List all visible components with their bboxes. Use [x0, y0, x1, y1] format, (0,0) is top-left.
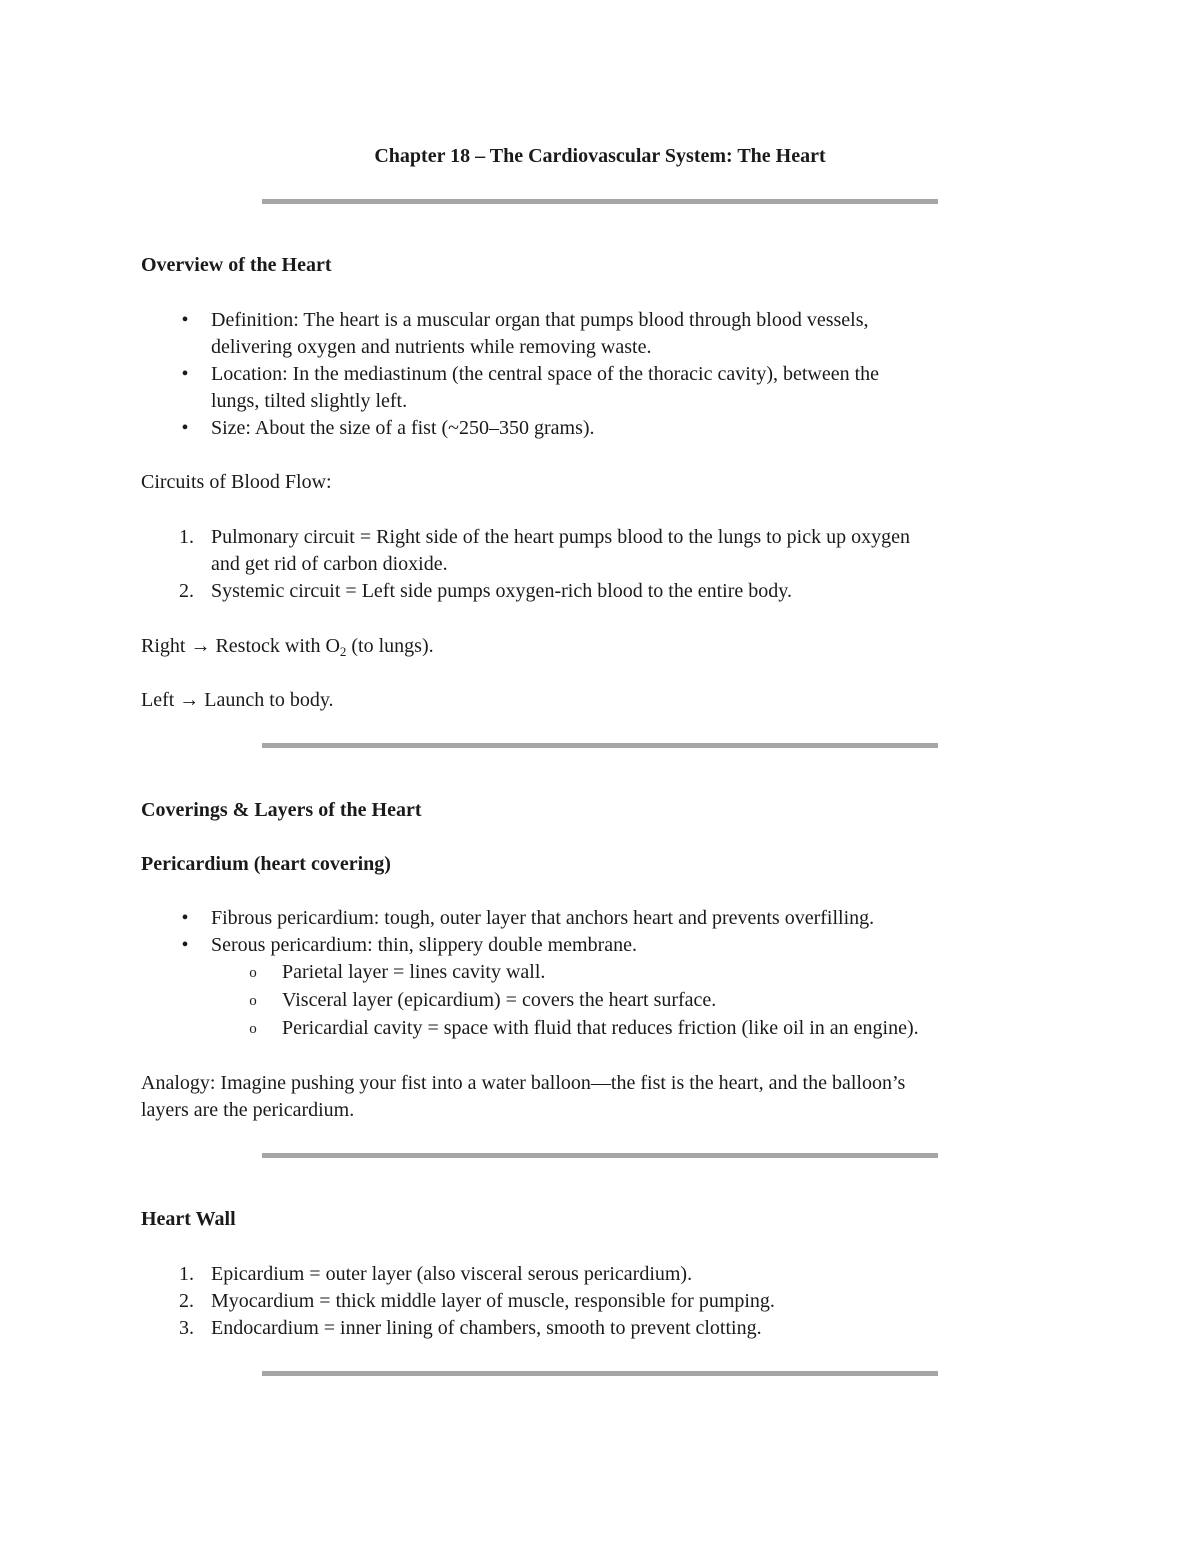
- overview-bullet-definition-line1: Definition: The heart is a muscular organ that pumps blood through blood vessels,: [211, 309, 869, 331]
- heart-wall-myocardium: Myocardium = thick middle layer of muscle, responsible for pumping.: [211, 1290, 775, 1312]
- circuit-systemic: Systemic circuit = Left side pumps oxygen-rich blood to the entire body.: [211, 580, 792, 602]
- list-number: 1.: [179, 1263, 194, 1285]
- bullet-fibrous-pericardium: Fibrous pericardium: tough, outer layer that anchors heart and prevents overfilling.: [211, 907, 875, 929]
- bullet-icon: •: [181, 934, 189, 956]
- section-heading-coverings: Coverings & Layers of the Heart: [141, 799, 422, 821]
- list-number: 1.: [179, 526, 194, 548]
- sub-bullet-icon: o: [249, 1021, 257, 1037]
- right-mnemonic: [141, 633, 434, 660]
- sub-bullet-icon: o: [249, 993, 257, 1009]
- page-title: Chapter 18 – The Cardiovascular System: The Heart: [374, 145, 826, 167]
- section-heading-heart-wall: Heart Wall: [141, 1208, 236, 1230]
- horizontal-rule: [262, 1153, 938, 1158]
- overview-bullet-size: Size: About the size of a fist (~250–350 grams).: [211, 417, 595, 439]
- horizontal-rule: [262, 743, 938, 748]
- bullet-icon: •: [181, 417, 189, 439]
- horizontal-rule: [262, 199, 938, 204]
- sub-bullet-icon: o: [249, 965, 257, 981]
- circuit-pulmonary-line1: Pulmonary circuit = Right side of the heart pumps blood to the lungs to pick up oxygen: [211, 526, 910, 548]
- bullet-icon: •: [181, 309, 189, 331]
- heart-wall-epicardium: Epicardium = outer layer (also visceral serous pericardium).: [211, 1263, 693, 1285]
- right-mnemonic-suffix: (to lungs).: [346, 635, 434, 657]
- analogy-line2: layers are the pericardium.: [141, 1099, 355, 1121]
- right-mnemonic-prefix: Right → Restock with O: [141, 635, 340, 657]
- analogy-line1: Analogy: Imagine pushing your fist into a water balloon—the fist is the heart, and the balloon’s: [141, 1072, 906, 1094]
- overview-bullet-definition-line2: delivering oxygen and nutrients while removing waste.: [211, 336, 652, 358]
- list-number: 2.: [179, 580, 194, 602]
- subscript-two: 2: [339, 644, 347, 659]
- list-number: 3.: [179, 1317, 194, 1339]
- bullet-icon: •: [181, 907, 189, 929]
- overview-bullet-location-line2: lungs, tilted slightly left.: [211, 390, 408, 412]
- heart-wall-endocardium: Endocardium = inner lining of chambers, smooth to prevent clotting.: [211, 1317, 762, 1339]
- circuit-pulmonary-line2: and get rid of carbon dioxide.: [211, 553, 448, 575]
- section-heading-overview: Overview of the Heart: [141, 254, 332, 276]
- bullet-serous-pericardium: Serous pericardium: thin, slippery double membrane.: [211, 934, 638, 956]
- left-mnemonic: Left → Launch to body.: [141, 689, 334, 711]
- circuits-label: Circuits of Blood Flow:: [141, 471, 332, 493]
- horizontal-rule: [262, 1371, 938, 1376]
- list-number: 2.: [179, 1290, 194, 1312]
- subheading-pericardium: Pericardium (heart covering): [141, 853, 391, 875]
- bullet-icon: •: [181, 363, 189, 385]
- sub-bullet-pericardial-cavity: Pericardial cavity = space with fluid that reduces friction (like oil in an engine).: [282, 1017, 919, 1039]
- overview-bullet-location-line1: Location: In the mediastinum (the central space of the thoracic cavity), between the: [211, 363, 880, 385]
- sub-bullet-parietal: Parietal layer = lines cavity wall.: [282, 961, 546, 983]
- sub-bullet-visceral: Visceral layer (epicardium) = covers the heart surface.: [282, 989, 717, 1011]
